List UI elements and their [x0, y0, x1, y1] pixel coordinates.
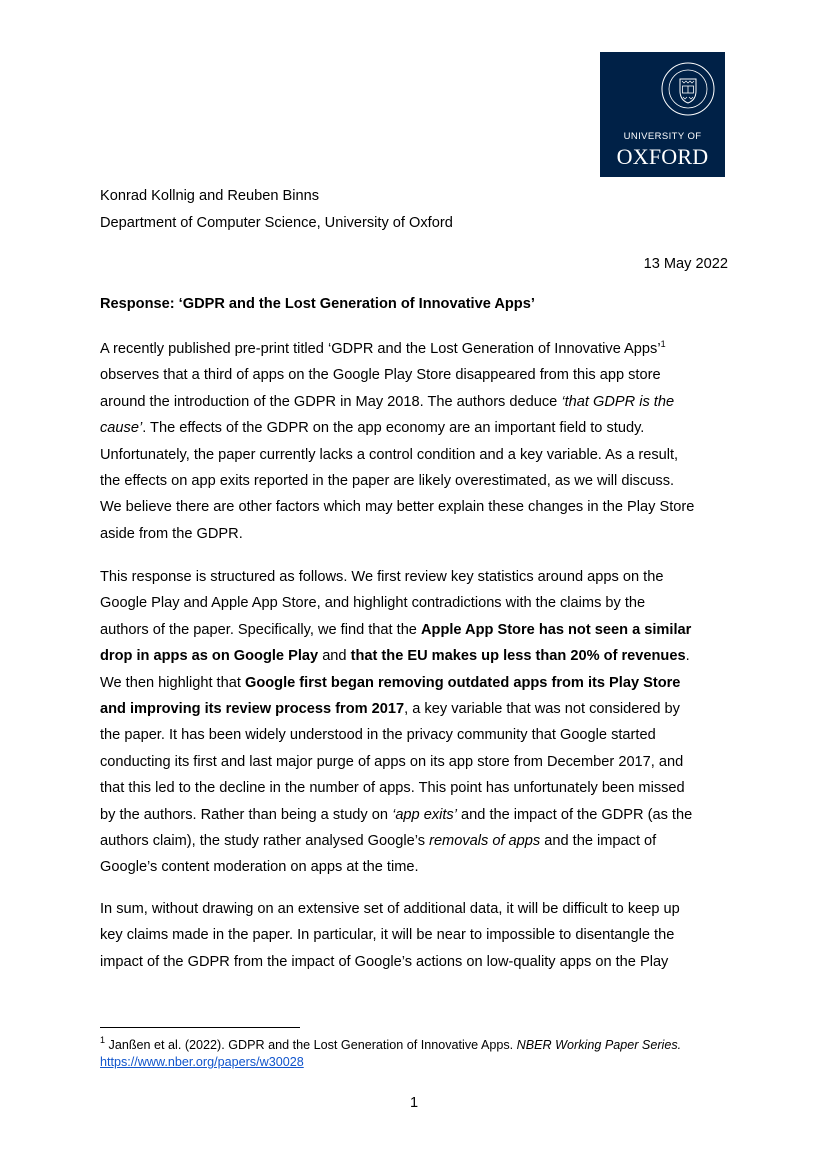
text-run: impact of the GDPR from the impact of Google’s actions on low-quality apps on the Play	[100, 953, 669, 970]
paragraph-line	[100, 696, 730, 722]
text-run: ‘app exits’	[392, 806, 457, 823]
text-run: that this led to the decline in the number of apps. This point has unfortunately been missed	[100, 780, 685, 797]
text-run: drop in apps as on Google Play	[100, 648, 319, 665]
paragraph	[100, 564, 730, 881]
logo-line-university: UNIVERSITY OF	[623, 131, 702, 142]
paragraph-line	[100, 828, 730, 854]
footnote-journal: NBER Working Paper Series.	[516, 1038, 682, 1052]
paragraph-line	[100, 494, 730, 520]
paragraph-line	[100, 442, 730, 468]
paragraph-line	[100, 617, 730, 643]
paragraph-line	[100, 775, 730, 801]
text-run: key claims made in the paper. In particular, it will be near to impossible to disentangle the	[100, 927, 675, 944]
oxford-logo	[600, 52, 725, 177]
paragraph-line	[100, 521, 730, 547]
text-run: cause’	[100, 420, 143, 437]
text-run: authors of the paper. Specifically, we find that the	[100, 621, 421, 638]
text-run: We believe there are other factors which may better explain these changes in the Play Store	[100, 499, 695, 516]
paragraph-line	[100, 722, 730, 748]
paragraph-line	[100, 336, 730, 362]
footnote-text: Janßen et al. (2022). GDPR and the Lost Generation of Innovative Apps.	[108, 1038, 517, 1052]
text-run: and improving its review process from 2017	[100, 701, 405, 718]
paragraph-line	[100, 949, 730, 975]
text-run: This response is structured as follows. We first review key statistics around apps on the	[100, 569, 664, 585]
page-number: 1	[409, 1095, 419, 1111]
text-run: A recently published pre-print titled ‘GDPR and the Lost Generation of Innovative Apps’	[100, 341, 661, 357]
text-run: ‘that GDPR is the	[561, 393, 675, 410]
footnote	[100, 1037, 730, 1071]
text-run: Google first began removing outdated apps from its Play Store	[244, 674, 681, 691]
footnote-marker: 1	[100, 1035, 106, 1045]
text-run: 1	[660, 339, 666, 349]
paragraph	[100, 336, 730, 547]
text-run: by the authors. Rather than being a study on	[100, 806, 393, 823]
text-run: observes that a third of apps on the Google Play Store disappeared from this app store	[100, 367, 661, 384]
paragraph-line	[100, 590, 730, 616]
paragraph-line	[100, 643, 730, 669]
footnote-divider	[100, 1027, 300, 1028]
paragraph-line	[100, 362, 730, 388]
text-run: , a key variable that was not considered by	[404, 701, 680, 718]
text-run: .	[685, 648, 690, 665]
paragraph-line	[100, 468, 730, 494]
text-run: conducting its first and last major purge of apps on its app store from December 2017, and	[100, 753, 684, 770]
text-run: the paper. It has been widely understood in the privacy community that Google started	[100, 727, 656, 744]
paragraph-line	[100, 896, 730, 922]
paragraph-line	[100, 564, 730, 590]
text-run: aside from the GDPR.	[100, 525, 243, 542]
text-run: Unfortunately, the paper currently lacks a control condition and a key variable. As a result,	[100, 446, 679, 463]
letter-date: 13 May 2022	[643, 256, 728, 272]
text-run: authors claim), the study rather analysed Google’s	[100, 833, 430, 850]
text-run: In sum, without drawing on an extensive set of additional data, it will be difficult to keep up	[100, 901, 680, 917]
paragraph-line	[100, 922, 730, 948]
paragraph-line	[100, 854, 730, 880]
document-title: Response: ‘GDPR and the Lost Generation of Innovative Apps’	[100, 296, 535, 312]
text-run: the effects on app exits reported in the paper are likely overestimated, as we will discuss.	[100, 473, 675, 490]
text-run: removals of apps	[429, 833, 541, 850]
text-run: . The effects of the GDPR on the app economy are an important field to study.	[142, 420, 645, 437]
logo-line-oxford: OXFORD	[616, 144, 709, 169]
text-run: and the impact of	[540, 833, 657, 850]
text-run: Google’s content moderation on apps at the time.	[100, 859, 419, 876]
text-run: that the EU makes up less than 20% of revenues	[350, 648, 686, 665]
affiliation: Department of Computer Science, University of Oxford	[100, 215, 453, 231]
paragraph-line	[100, 670, 730, 696]
text-run: Google Play and Apple App Store, and highlight contradictions with the claims by the	[100, 595, 646, 612]
text-run: around the introduction of the GDPR in May 2018. The authors deduce	[100, 393, 562, 410]
text-run: We then highlight that	[100, 674, 245, 691]
footnote-link[interactable]: https://www.nber.org/papers/w30028	[100, 1055, 304, 1069]
paragraph-line	[100, 415, 730, 441]
text-run: and	[318, 648, 351, 665]
paragraph-line	[100, 749, 730, 775]
paragraph-line	[100, 802, 730, 828]
paragraph-line	[100, 389, 730, 415]
text-run: Apple App Store has not seen a similar	[420, 621, 692, 638]
text-run: and the impact of the GDPR (as the	[456, 806, 693, 823]
authors: Konrad Kollnig and Reuben Binns	[100, 188, 320, 204]
paragraph	[100, 896, 730, 975]
